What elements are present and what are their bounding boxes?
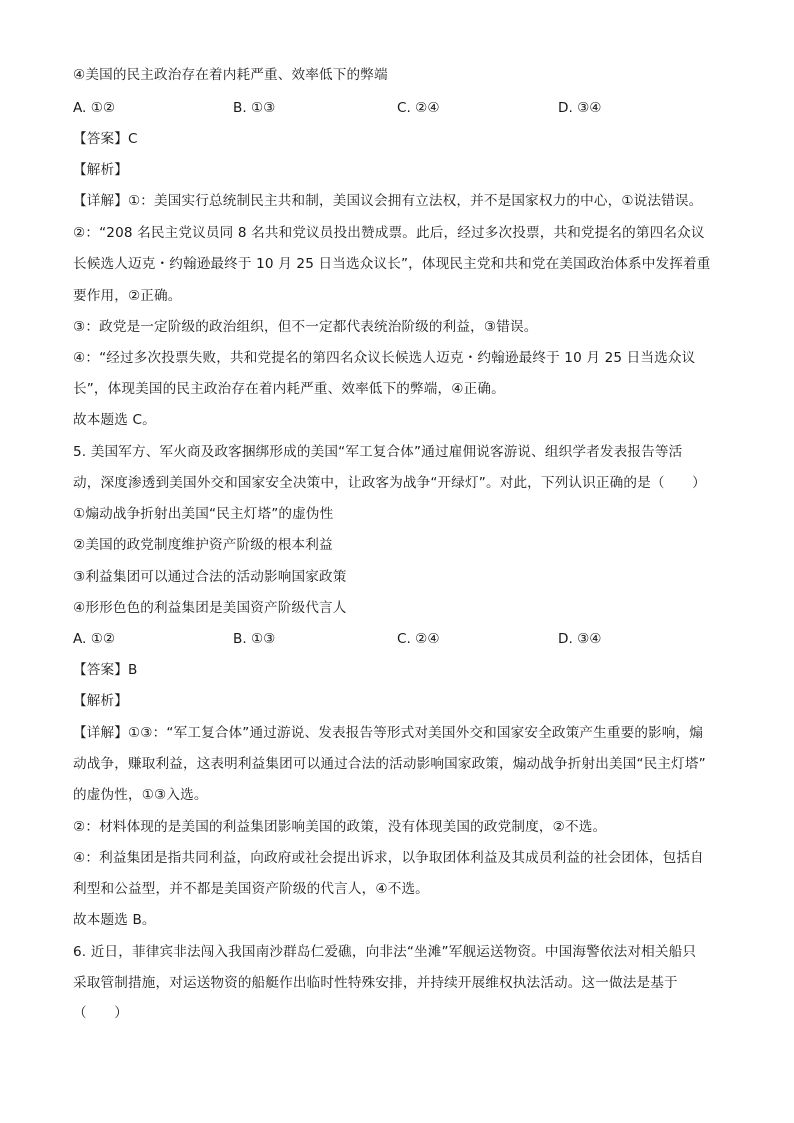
- q5-stem-line: 动，深度渗透到美国外交和国家安全决策中，让政客为战争“开绿灯”。对此，下列认识正确的是（ ）: [73, 475, 706, 491]
- q4-detail-line: 要作用，②正确。: [73, 288, 182, 304]
- q4-analysis-heading: 【解析】: [73, 162, 128, 178]
- q5-analysis-heading: 【解析】: [73, 693, 128, 709]
- q4-detail-line: 【详解】①：美国实行总统制民主共和制，美国议会拥有立法权，并不是国家权力的中心，①说法错误。: [73, 193, 703, 209]
- q5-detail-line: 动战争，赚取利益，这表明利益集团可以通过合法的活动影响国家政策，煽动战争折射出美国“民主灯塔”: [73, 756, 706, 772]
- q4-detail-line: 长候选人迈克・约翰逊最终于 10 月 25 日当选众议长”，体现民主党和共和党在美国政治体系中发挥着重: [73, 256, 711, 272]
- q5-option-c: C. ②④: [397, 631, 440, 647]
- q4-detail-line: ③：政党是一定阶级的政治组织，但不一定都代表统治阶级的利益，③错误。: [73, 319, 538, 335]
- q4-option-a: A. ①②: [73, 100, 116, 116]
- q5-option-d: D. ③④: [558, 631, 602, 647]
- q4-option-c: C. ②④: [397, 100, 440, 116]
- q5-option-a: A. ①②: [73, 631, 116, 647]
- q4-detail-line: 长”，体现美国的民主政治存在着内耗严重、效率低下的弊端，④正确。: [73, 381, 505, 397]
- q4-detail-line: ②：“208 名民主党议员同 8 名共和党议员投出赞成票。此后，经过多次投票，共和党提名的第四名众议: [73, 225, 705, 241]
- q5-answer: 【答案】B: [73, 662, 138, 678]
- q4-option-d: D. ③④: [558, 100, 602, 116]
- q6-stem-line: 6. 近日，菲律宾非法闯入我国南沙群岛仁爱礁，向非法“坐滩”军舰运送物资。中国海警依法对相关船只: [73, 944, 697, 960]
- q5-item-3: ③利益集团可以通过合法的活动影响国家政策: [73, 569, 347, 585]
- q6-stem-line: 采取管制措施，对运送物资的船艇作出临时性特殊安排，并持续开展维权执法活动。这一做法是基于: [73, 975, 678, 991]
- q6-blank-parentheses: （ ）: [73, 1005, 128, 1021]
- q5-item-2: ②美国的政党制度维护资产阶级的根本利益: [73, 537, 333, 553]
- q5-item-4: ④形形色色的利益集团是美国资产阶级代言人: [73, 600, 347, 616]
- q4-option-b: B. ①③: [233, 100, 276, 116]
- q4-conclusion: 故本题选 C。: [73, 412, 156, 428]
- q5-item-1: ①煽动战争折射出美国“民主灯塔”的虚伪性: [73, 506, 334, 522]
- q5-detail-line: 的虚伪性，①③入选。: [73, 787, 208, 803]
- q4-detail-line: ④：“经过多次投票失败，共和党提名的第四名众议长候选人迈克・约翰逊最终于 10 月 25 日当选众议: [73, 350, 696, 366]
- q4-answer: 【答案】C: [73, 131, 138, 147]
- q5-option-b: B. ①③: [233, 631, 276, 647]
- q5-detail-line: 利型和公益型，并不都是美国资产阶级的代言人，④不选。: [73, 881, 429, 897]
- q5-stem-line: 5. 美国军方、军火商及政客捆绑形成的美国“军工复合体”通过雇佣说客游说、组织学者发表报告等活: [73, 444, 683, 460]
- q5-detail-line: 【详解】①③：“军工复合体”通过游说、发表报告等形式对美国外交和国家安全政策产生重要的影响，煽: [73, 725, 704, 741]
- q4-item-4: ④美国的民主政治存在着内耗严重、效率低下的弊端: [73, 67, 388, 83]
- q5-detail-line: ②：材料体现的是美国的利益集团影响美国的政策，没有体现美国的政党制度，②不选。: [73, 819, 607, 835]
- q5-detail-line: ④：利益集团是指共同利益，向政府或社会提出诉求，以争取团体利益及其成员利益的社会团体，包括自: [73, 850, 704, 866]
- q5-conclusion: 故本题选 B。: [73, 912, 156, 928]
